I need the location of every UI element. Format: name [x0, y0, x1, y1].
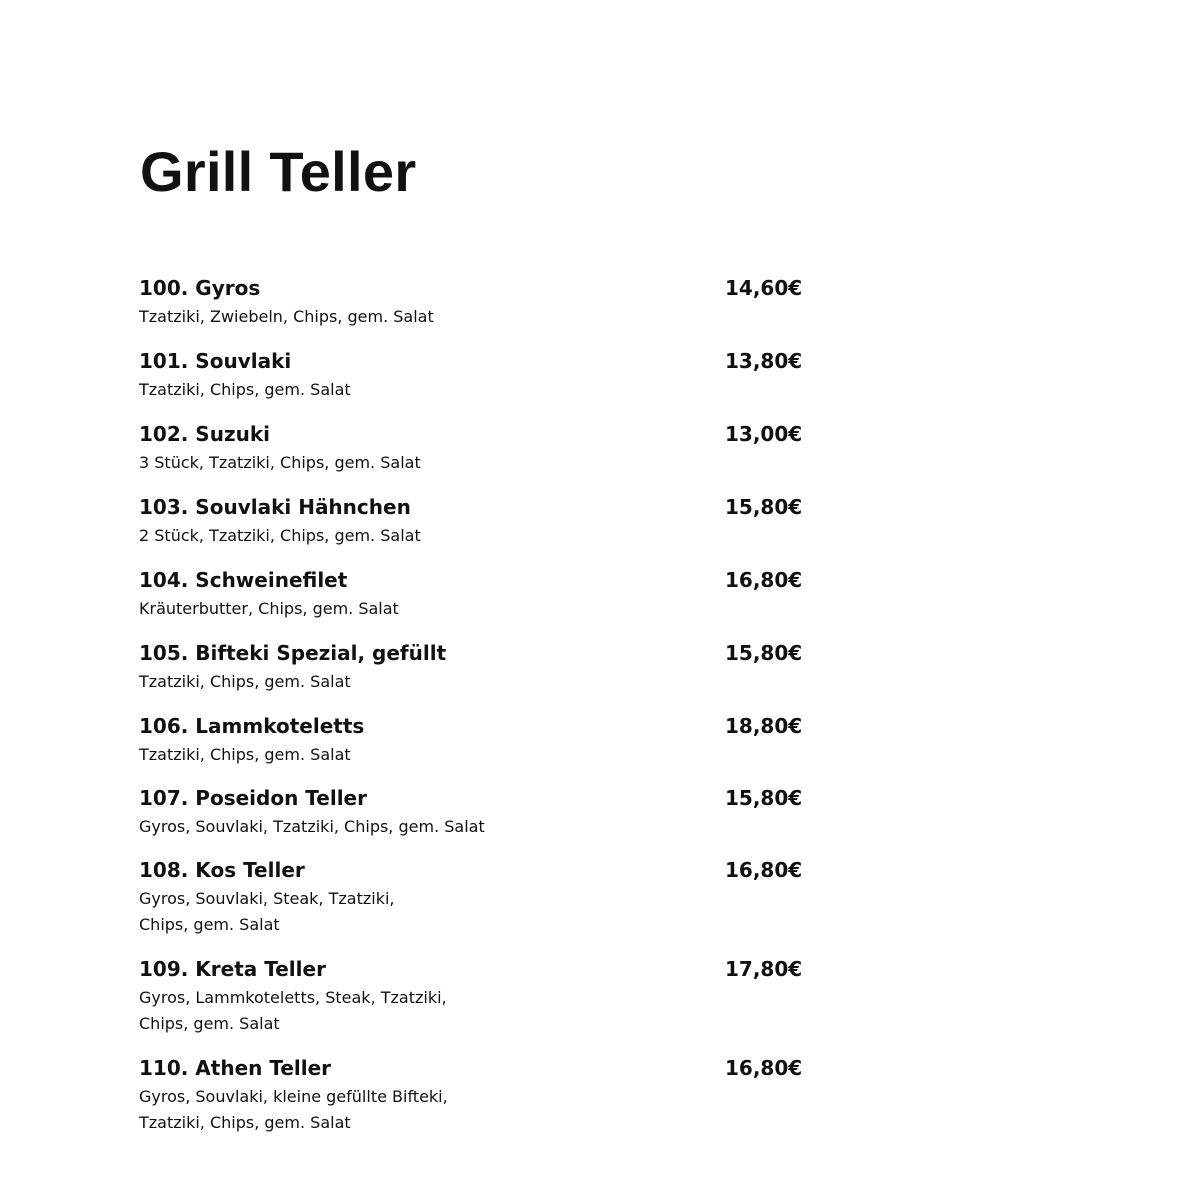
- menu-item: [139, 345, 803, 418]
- page-title: Grill Teller: [140, 140, 417, 203]
- item-name: 105. Bifteki Spezial, gefüllt: [139, 641, 447, 665]
- menu-item: [139, 854, 803, 953]
- item-description: Gyros, Lammkoteletts, Steak, Tzatziki, Chips, gem. Salat: [139, 988, 447, 1033]
- item-price: 17,80€: [725, 957, 803, 981]
- item-price: 13,00€: [725, 422, 803, 446]
- item-description: Gyros, Souvlaki, Tzatziki, Chips, gem. Salat: [139, 817, 485, 836]
- item-name: 106. Lammkoteletts: [139, 714, 365, 738]
- menu-item: [139, 1052, 803, 1136]
- item-name: 103. Souvlaki Hähnchen: [139, 495, 411, 519]
- item-description: Gyros, Souvlaki, Steak, Tzatziki, Chips, gem. Salat: [139, 889, 395, 934]
- item-name: 108. Kos Teller: [139, 858, 305, 882]
- item-name: 110. Athen Teller: [139, 1056, 332, 1080]
- item-description: Kräuterbutter, Chips, gem. Salat: [139, 599, 399, 618]
- menu-item: [139, 491, 803, 564]
- menu-item: [139, 418, 803, 491]
- menu-item: [139, 272, 803, 345]
- menu-list: [139, 272, 803, 1136]
- item-name: 109. Kreta Teller: [139, 957, 326, 981]
- item-price: 16,80€: [725, 1056, 803, 1080]
- menu-item: [139, 637, 803, 710]
- menu-item: [139, 564, 803, 637]
- item-description: Tzatziki, Chips, gem. Salat: [139, 745, 351, 764]
- item-name: 107. Poseidon Teller: [139, 786, 367, 810]
- item-price: 16,80€: [725, 858, 803, 882]
- menu-item: [139, 710, 803, 782]
- item-name: 104. Schweinefilet: [139, 568, 348, 592]
- item-price: 15,80€: [725, 786, 803, 810]
- item-price: 13,80€: [725, 349, 803, 373]
- item-price: 15,80€: [725, 641, 803, 665]
- item-price: 14,60€: [725, 276, 803, 300]
- item-description: 3 Stück, Tzatziki, Chips, gem. Salat: [139, 453, 421, 472]
- item-name: 101. Souvlaki: [139, 349, 292, 373]
- item-description: 2 Stück, Tzatziki, Chips, gem. Salat: [139, 526, 421, 545]
- item-price: 18,80€: [725, 714, 803, 738]
- menu-item: [139, 953, 803, 1052]
- item-price: 15,80€: [725, 495, 803, 519]
- item-description: Gyros, Souvlaki, kleine gefüllte Bifteki, Tzatziki, Chips, gem. Salat: [139, 1087, 448, 1132]
- item-name: 100. Gyros: [139, 276, 261, 300]
- item-description: Tzatziki, Chips, gem. Salat: [139, 380, 351, 399]
- item-name: 102. Suzuki: [139, 422, 270, 446]
- menu-item: [139, 782, 803, 854]
- item-description: Tzatziki, Zwiebeln, Chips, gem. Salat: [139, 307, 434, 326]
- item-description: Tzatziki, Chips, gem. Salat: [139, 672, 351, 691]
- item-price: 16,80€: [725, 568, 803, 592]
